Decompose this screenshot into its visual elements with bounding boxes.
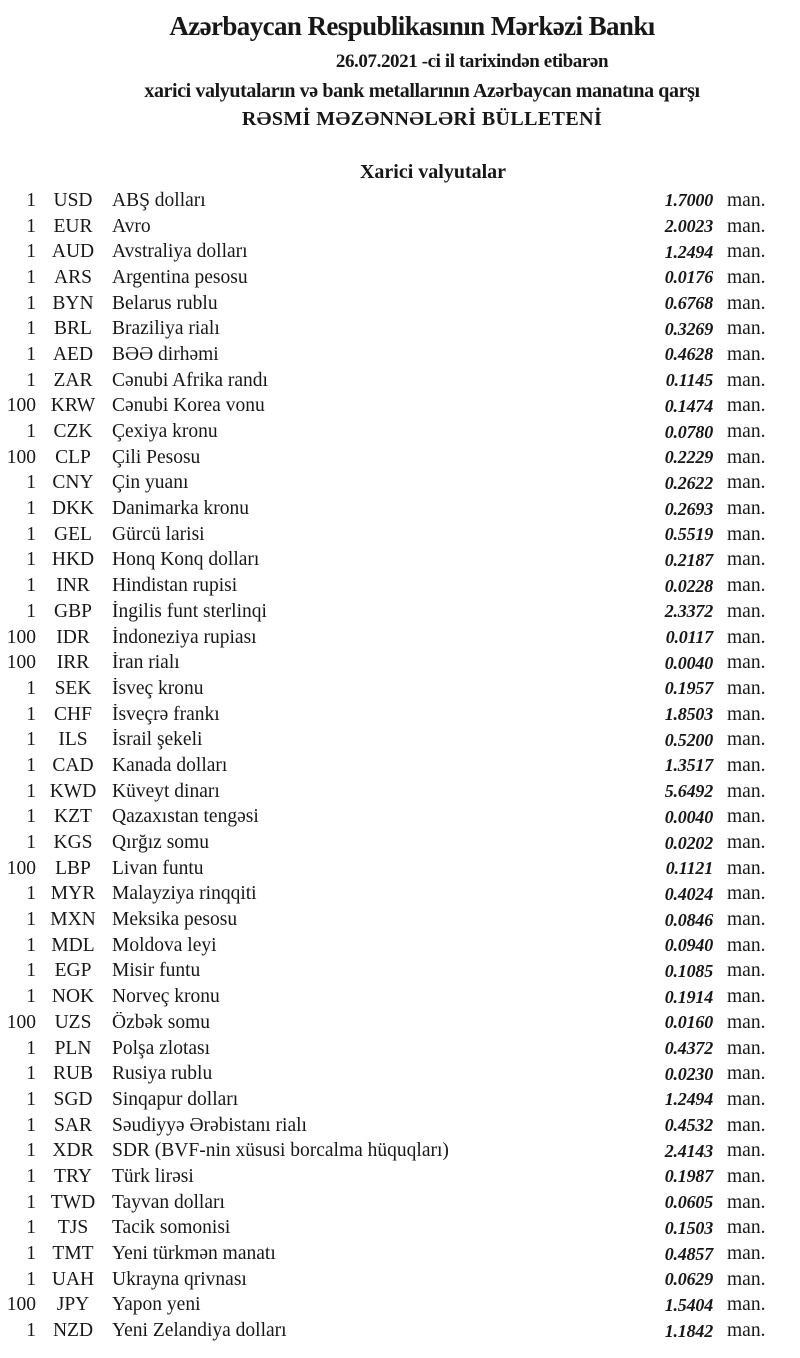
- rate-cell: 0.1957: [664, 678, 713, 699]
- unit-cell: man.: [727, 343, 766, 365]
- rate-cell: 1.3517: [664, 755, 713, 776]
- currency-name-cell: Moldova leyi: [112, 934, 217, 956]
- rate-cell: 0.6768: [664, 293, 713, 314]
- currency-code-cell: LBP: [55, 857, 91, 879]
- table-row: [0, 342, 800, 368]
- currency-code-cell: USD: [53, 189, 93, 211]
- currency-code-cell: GEL: [54, 523, 92, 545]
- currency-code-cell: HKD: [51, 549, 95, 571]
- quantity-cell: 1: [26, 498, 36, 520]
- currency-code-cell: BYN: [52, 292, 94, 314]
- currency-code-cell: CZK: [53, 421, 93, 443]
- quantity-cell: 1: [26, 343, 36, 365]
- currency-name-cell: Ukrayna qrivnası: [112, 1268, 247, 1290]
- unit-cell: man.: [727, 575, 766, 597]
- unit-cell: man.: [727, 780, 766, 802]
- rate-cell: 0.2693: [664, 498, 713, 519]
- currency-name-cell: Polşa zlotası: [112, 1037, 211, 1059]
- currency-code-cell: XDR: [52, 1140, 94, 1162]
- table-row: [0, 573, 800, 599]
- table-row: [0, 1267, 800, 1293]
- unit-cell: man.: [727, 523, 766, 545]
- table-row: [0, 316, 800, 342]
- currency-code-cell: UZS: [54, 1011, 92, 1033]
- unit-cell: man.: [727, 1114, 766, 1136]
- currency-name-cell: Yapon yeni: [112, 1294, 201, 1316]
- currency-name-cell: Küveyt dinarı: [112, 780, 220, 802]
- table-row: [0, 265, 800, 291]
- currency-name-cell: Gürcü larisi: [112, 523, 205, 545]
- currency-name-cell: Belarus rublu: [112, 292, 218, 314]
- quantity-cell: 1: [26, 986, 36, 1008]
- table-row: [0, 805, 800, 831]
- table-row: [0, 394, 800, 420]
- quantity-cell: 1: [26, 318, 36, 340]
- currency-code-cell: NOK: [51, 986, 95, 1008]
- currency-name-cell: BƏƏ dirhəmi: [112, 343, 219, 365]
- currency-code-cell: SAR: [54, 1114, 92, 1136]
- currency-code-cell: TWD: [50, 1191, 96, 1213]
- table-row: [0, 548, 800, 574]
- currency-name-cell: Avro: [112, 215, 151, 237]
- currency-name-cell: ABŞ dolları: [112, 189, 206, 211]
- currency-name-cell: Danimarka kronu: [112, 498, 249, 520]
- table-row: [0, 496, 800, 522]
- rate-cell: 0.2229: [664, 447, 713, 468]
- currency-code-cell: EGP: [54, 960, 92, 982]
- rate-cell: 0.1085: [664, 960, 713, 981]
- table-row: [0, 1010, 800, 1036]
- currency-name-cell: Kanada dolları: [112, 754, 228, 776]
- table-row: [0, 1087, 800, 1113]
- currency-name-cell: Sinqapur dolları: [112, 1088, 239, 1110]
- table-row: [0, 1293, 800, 1319]
- table-row: [0, 1241, 800, 1267]
- currency-code-cell: UAH: [51, 1268, 95, 1290]
- rate-cell: 0.0846: [664, 909, 713, 930]
- subject-line: xarici valyutaların və bank metallarının Azərbaycan manatına qarşı: [144, 80, 700, 102]
- unit-cell: man.: [727, 215, 766, 237]
- currency-name-cell: Yeni türkmən manatı: [112, 1243, 276, 1265]
- table-row: [0, 1318, 800, 1344]
- rate-cell: 0.0040: [664, 652, 713, 673]
- unit-cell: man.: [727, 729, 766, 751]
- currency-code-cell: CHF: [54, 703, 92, 725]
- currency-name-cell: Norveç kronu: [112, 986, 220, 1008]
- rate-cell: 0.1121: [665, 858, 713, 879]
- unit-cell: man.: [727, 1268, 766, 1290]
- currency-name-cell: Çin yuanı: [112, 472, 189, 494]
- table-row: [0, 753, 800, 779]
- rate-cell: 0.0176: [664, 267, 713, 288]
- quantity-cell: 1: [26, 1320, 36, 1342]
- currency-name-cell: İngilis funt sterlinqi: [112, 600, 267, 622]
- table-row: [0, 1190, 800, 1216]
- unit-cell: man.: [727, 549, 766, 571]
- rate-cell: 2.3372: [664, 601, 713, 622]
- currency-name-cell: Misir funtu: [112, 960, 201, 982]
- currency-name-cell: İsrail şekeli: [112, 729, 203, 751]
- table-row: [0, 907, 800, 933]
- unit-cell: man.: [727, 626, 766, 648]
- rate-cell: 1.2494: [664, 241, 713, 262]
- table-row: [0, 1164, 800, 1190]
- currency-code-cell: CAD: [52, 754, 94, 776]
- rate-cell: 0.5519: [664, 524, 713, 545]
- currency-code-cell: ZAR: [53, 369, 93, 391]
- quantity-cell: 100: [6, 1294, 36, 1316]
- currency-code-cell: IRR: [56, 652, 90, 674]
- currency-name-cell: Rusiya rublu: [112, 1063, 213, 1085]
- unit-cell: man.: [727, 1063, 766, 1085]
- unit-cell: man.: [727, 318, 766, 340]
- quantity-cell: 100: [6, 395, 36, 417]
- currency-code-cell: INR: [56, 575, 90, 597]
- currency-code-cell: EUR: [53, 215, 93, 237]
- currency-name-cell: SDR (BVF-nin xüsusi borcalma hüquqları): [112, 1140, 449, 1162]
- table-row: [0, 1138, 800, 1164]
- unit-cell: man.: [727, 1037, 766, 1059]
- rate-cell: 0.0605: [664, 1192, 713, 1213]
- unit-cell: man.: [727, 883, 766, 905]
- rate-cell: 0.2622: [664, 472, 713, 493]
- unit-cell: man.: [727, 832, 766, 854]
- rate-cell: 0.4628: [664, 344, 713, 365]
- unit-cell: man.: [727, 395, 766, 417]
- table-row: [0, 239, 800, 265]
- currency-code-cell: KWD: [49, 780, 97, 802]
- unit-cell: man.: [727, 369, 766, 391]
- currency-code-cell: ARS: [54, 266, 92, 288]
- quantity-cell: 1: [26, 600, 36, 622]
- unit-cell: man.: [727, 652, 766, 674]
- currency-code-cell: CLP: [55, 446, 91, 468]
- rate-cell: 0.2187: [664, 549, 713, 570]
- currency-code-cell: GBP: [54, 600, 92, 622]
- unit-cell: man.: [727, 1243, 766, 1265]
- quantity-cell: 1: [26, 934, 36, 956]
- table-row: [0, 856, 800, 882]
- currency-name-cell: Meksika pesosu: [112, 909, 238, 931]
- currency-code-cell: TMT: [52, 1243, 94, 1265]
- rate-cell: 1.2494: [664, 1089, 713, 1110]
- quantity-cell: 1: [26, 909, 36, 931]
- currency-name-cell: Malayziya rinqqiti: [112, 883, 257, 905]
- currency-name-cell: Cənubi Afrika randı: [112, 369, 268, 391]
- unit-cell: man.: [727, 909, 766, 931]
- quantity-cell: 1: [26, 523, 36, 545]
- table-row: [0, 188, 800, 214]
- currency-code-cell: MXN: [50, 909, 96, 931]
- currency-code-cell: MDL: [51, 934, 95, 956]
- quantity-cell: 1: [26, 960, 36, 982]
- currency-name-cell: Hindistan rupisi: [112, 575, 238, 597]
- quantity-cell: 1: [26, 677, 36, 699]
- currency-code-cell: BRL: [54, 318, 92, 340]
- unit-cell: man.: [727, 703, 766, 725]
- table-row: [0, 1061, 800, 1087]
- quantity-cell: 1: [26, 1114, 36, 1136]
- unit-cell: man.: [727, 266, 766, 288]
- currency-name-cell: Braziliya rialı: [112, 318, 220, 340]
- unit-cell: man.: [727, 754, 766, 776]
- currency-code-cell: CNY: [52, 472, 94, 494]
- quantity-cell: 1: [26, 1063, 36, 1085]
- bank-title: Azərbaycan Respublikasının Mərkəzi Bankı: [169, 11, 655, 41]
- unit-cell: man.: [727, 806, 766, 828]
- unit-cell: man.: [727, 1165, 766, 1187]
- currency-code-cell: JPY: [56, 1294, 90, 1316]
- quantity-cell: 1: [26, 729, 36, 751]
- quantity-cell: 1: [26, 780, 36, 802]
- table-row: [0, 959, 800, 985]
- rate-cell: 0.1474: [664, 395, 713, 416]
- table-row: [0, 291, 800, 317]
- quantity-cell: 1: [26, 549, 36, 571]
- quantity-cell: 1: [26, 806, 36, 828]
- unit-cell: man.: [727, 1140, 766, 1162]
- currency-code-cell: SGD: [53, 1088, 93, 1110]
- rate-cell: 2.4143: [664, 1140, 713, 1161]
- currency-name-cell: Honq Konq dolları: [112, 549, 260, 571]
- currency-code-cell: KRW: [50, 395, 96, 417]
- quantity-cell: 100: [6, 652, 36, 674]
- unit-cell: man.: [727, 472, 766, 494]
- quantity-cell: 1: [26, 1268, 36, 1290]
- rate-cell: 0.0940: [664, 935, 713, 956]
- quantity-cell: 1: [26, 241, 36, 263]
- rate-cell: 0.0629: [664, 1269, 713, 1290]
- currency-name-cell: İsveç kronu: [112, 677, 204, 699]
- currency-name-cell: İndoneziya rupiası: [112, 626, 257, 648]
- currency-code-cell: DKK: [51, 498, 95, 520]
- currency-name-cell: İran rialı: [112, 652, 180, 674]
- quantity-cell: 100: [6, 446, 36, 468]
- quantity-cell: 1: [26, 215, 36, 237]
- table-row: [0, 599, 800, 625]
- rate-cell: 0.4532: [664, 1115, 713, 1136]
- table-row: [0, 882, 800, 908]
- table-row: [0, 625, 800, 651]
- currency-name-cell: Özbək somu: [112, 1011, 211, 1033]
- rate-cell: 0.0160: [664, 1012, 713, 1033]
- currency-code-cell: SEK: [54, 677, 92, 699]
- unit-cell: man.: [727, 986, 766, 1008]
- quantity-cell: 1: [26, 754, 36, 776]
- currency-name-cell: Yeni Zelandiya dolları: [112, 1320, 287, 1342]
- unit-cell: man.: [727, 1088, 766, 1110]
- quantity-cell: 1: [26, 472, 36, 494]
- effective-date-line: 26.07.2021 -ci il tarixindən etibarən: [335, 51, 609, 72]
- quantity-cell: 1: [26, 1165, 36, 1187]
- unit-cell: man.: [727, 292, 766, 314]
- table-row: [0, 214, 800, 240]
- quantity-cell: 1: [26, 1243, 36, 1265]
- document-header: [0, 10, 800, 132]
- quantity-cell: 1: [26, 703, 36, 725]
- rate-cell: 5.6492: [664, 781, 713, 802]
- table-row: [0, 471, 800, 497]
- bulletin-page: [0, 10, 800, 1358]
- quantity-cell: 1: [26, 883, 36, 905]
- quantity-cell: 1: [26, 1140, 36, 1162]
- quantity-cell: 100: [6, 626, 36, 648]
- quantity-cell: 1: [26, 421, 36, 443]
- currency-code-cell: KGS: [53, 832, 93, 854]
- unit-cell: man.: [727, 600, 766, 622]
- unit-cell: man.: [727, 934, 766, 956]
- quantity-cell: 1: [26, 832, 36, 854]
- rate-cell: 0.4857: [664, 1243, 713, 1264]
- currency-code-cell: PLN: [54, 1037, 92, 1059]
- unit-cell: man.: [727, 446, 766, 468]
- currency-name-cell: Səudiyyə Ərəbistanı rialı: [112, 1114, 307, 1136]
- table-row: [0, 727, 800, 753]
- currency-name-cell: Qırğız somu: [112, 832, 209, 854]
- currency-name-cell: Çili Pesosu: [112, 446, 201, 468]
- currency-code-cell: IDR: [56, 626, 90, 648]
- table-row: [0, 830, 800, 856]
- quantity-cell: 1: [26, 1088, 36, 1110]
- rate-cell: 0.0040: [664, 806, 713, 827]
- rate-cell: 1.7000: [664, 190, 713, 211]
- rate-cell: 0.0228: [664, 575, 713, 596]
- unit-cell: man.: [727, 189, 766, 211]
- rate-cell: 0.1145: [665, 370, 713, 391]
- unit-cell: man.: [727, 1217, 766, 1239]
- unit-cell: man.: [727, 1320, 766, 1342]
- quantity-cell: 100: [6, 1011, 36, 1033]
- unit-cell: man.: [727, 498, 766, 520]
- currency-code-cell: TJS: [57, 1217, 89, 1239]
- section-title-foreign-currencies: Xarici valyutalar: [359, 161, 507, 183]
- currency-name-cell: Cənubi Korea vonu: [112, 395, 265, 417]
- rate-cell: 1.8503: [664, 704, 713, 725]
- rates-table: [0, 188, 800, 1344]
- table-row: [0, 1216, 800, 1242]
- unit-cell: man.: [727, 241, 766, 263]
- quantity-cell: 1: [26, 1191, 36, 1213]
- rate-cell: 1.1842: [664, 1320, 713, 1341]
- rate-cell: 2.0023: [664, 216, 713, 237]
- currency-name-cell: Argentina pesosu: [112, 266, 248, 288]
- rate-cell: 0.1987: [664, 1166, 713, 1187]
- currency-name-cell: Türk lirəsi: [112, 1165, 194, 1187]
- currency-code-cell: TRY: [54, 1165, 92, 1187]
- currency-code-cell: RUB: [52, 1063, 94, 1085]
- rate-cell: 0.5200: [664, 729, 713, 750]
- unit-cell: man.: [727, 421, 766, 443]
- table-row: [0, 1036, 800, 1062]
- unit-cell: man.: [727, 960, 766, 982]
- table-row: [0, 419, 800, 445]
- table-row: [0, 676, 800, 702]
- currency-code-cell: KZT: [54, 806, 92, 828]
- rate-cell: 1.5404: [664, 1294, 713, 1315]
- rate-cell: 0.1503: [664, 1217, 713, 1238]
- currency-code-cell: AUD: [51, 241, 95, 263]
- table-row: [0, 368, 800, 394]
- rate-cell: 0.4372: [664, 1038, 713, 1059]
- currency-code-cell: AED: [52, 343, 94, 365]
- currency-code-cell: NZD: [52, 1320, 94, 1342]
- rate-cell: 0.0230: [664, 1063, 713, 1084]
- currency-name-cell: Qazaxıstan tengəsi: [112, 806, 259, 828]
- rate-cell: 0.0780: [664, 421, 713, 442]
- table-row: [0, 445, 800, 471]
- table-row: [0, 984, 800, 1010]
- rate-cell: 0.3269: [664, 318, 713, 339]
- currency-name-cell: Avstraliya dolları: [112, 241, 248, 263]
- table-row: [0, 779, 800, 805]
- table-row: [0, 702, 800, 728]
- quantity-cell: 100: [6, 857, 36, 879]
- currency-code-cell: MYR: [50, 883, 96, 905]
- rate-cell: 0.1914: [664, 986, 713, 1007]
- table-row: [0, 933, 800, 959]
- unit-cell: man.: [727, 1011, 766, 1033]
- quantity-cell: 1: [26, 292, 36, 314]
- quantity-cell: 1: [26, 189, 36, 211]
- unit-cell: man.: [727, 1191, 766, 1213]
- rate-cell: 0.4024: [664, 883, 713, 904]
- unit-cell: man.: [727, 677, 766, 699]
- bulletin-title-line: RƏSMİ MƏZƏNNƏLƏRİ BÜLLETENİ: [241, 108, 603, 130]
- unit-cell: man.: [727, 857, 766, 879]
- table-row: [0, 1113, 800, 1139]
- rate-cell: 0.0202: [664, 832, 713, 853]
- quantity-cell: 1: [26, 1217, 36, 1239]
- quantity-cell: 1: [26, 369, 36, 391]
- currency-name-cell: Tayvan dolları: [112, 1191, 225, 1213]
- currency-name-cell: İsveçrə frankı: [112, 703, 220, 725]
- currency-name-cell: Tacik somonisi: [112, 1217, 231, 1239]
- table-row: [0, 522, 800, 548]
- unit-cell: man.: [727, 1294, 766, 1316]
- currency-code-cell: ILS: [58, 729, 88, 751]
- currency-name-cell: Livan funtu: [112, 857, 204, 879]
- currency-name-cell: Çexiya kronu: [112, 421, 218, 443]
- table-row: [0, 650, 800, 676]
- quantity-cell: 1: [26, 575, 36, 597]
- quantity-cell: 1: [26, 1037, 36, 1059]
- rate-cell: 0.0117: [665, 627, 713, 648]
- quantity-cell: 1: [26, 266, 36, 288]
